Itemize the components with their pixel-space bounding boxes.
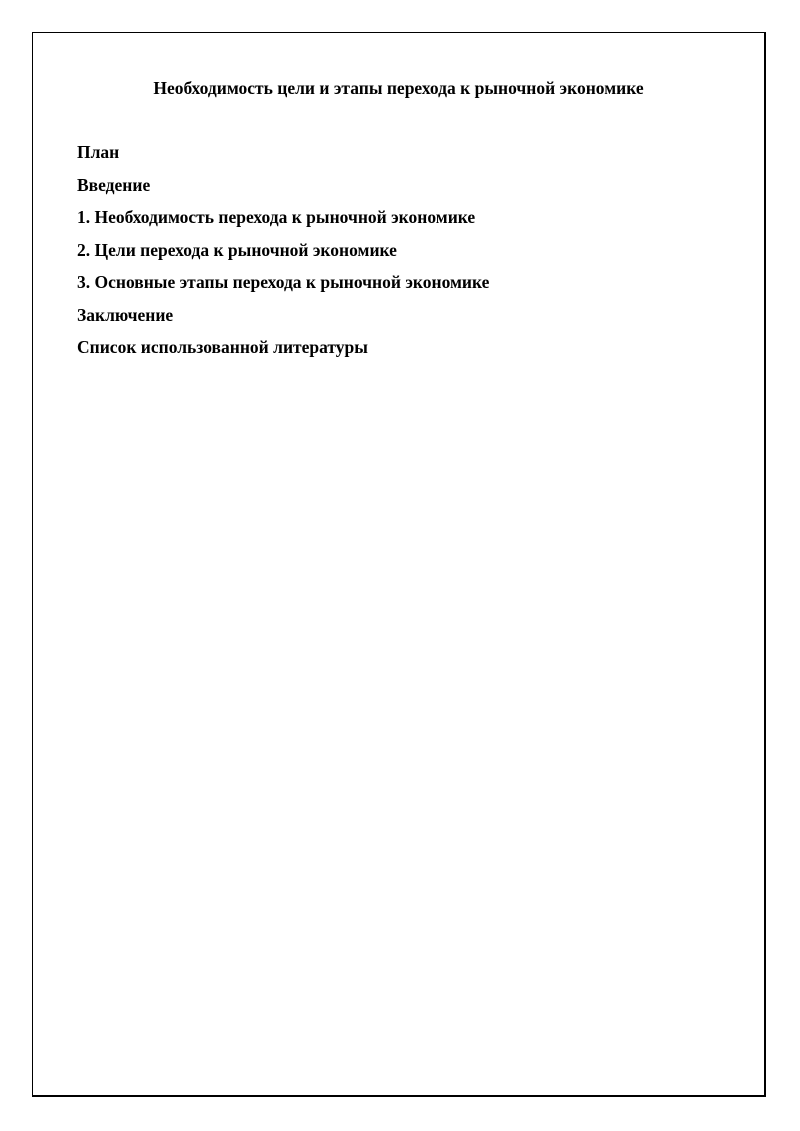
document-title: Необходимость цели и этапы перехода к рыночной экономике xyxy=(153,78,644,98)
toc-item-conclusion: Заключение xyxy=(77,304,174,325)
toc-item-section-1: 1. Необходимость перехода к рыночной экономике xyxy=(77,207,476,227)
toc-item-section-3: 3. Основные этапы перехода к рыночной экономике xyxy=(77,272,490,292)
table-of-contents xyxy=(77,141,489,369)
document-page xyxy=(32,32,766,1097)
toc-item-introduction: Введение xyxy=(77,174,151,195)
toc-item-section-2: 2. Цели перехода к рыночной экономике xyxy=(77,239,397,260)
toc-item-references: Список использованной литературы xyxy=(77,337,368,357)
toc-heading-plan: План xyxy=(77,142,120,162)
